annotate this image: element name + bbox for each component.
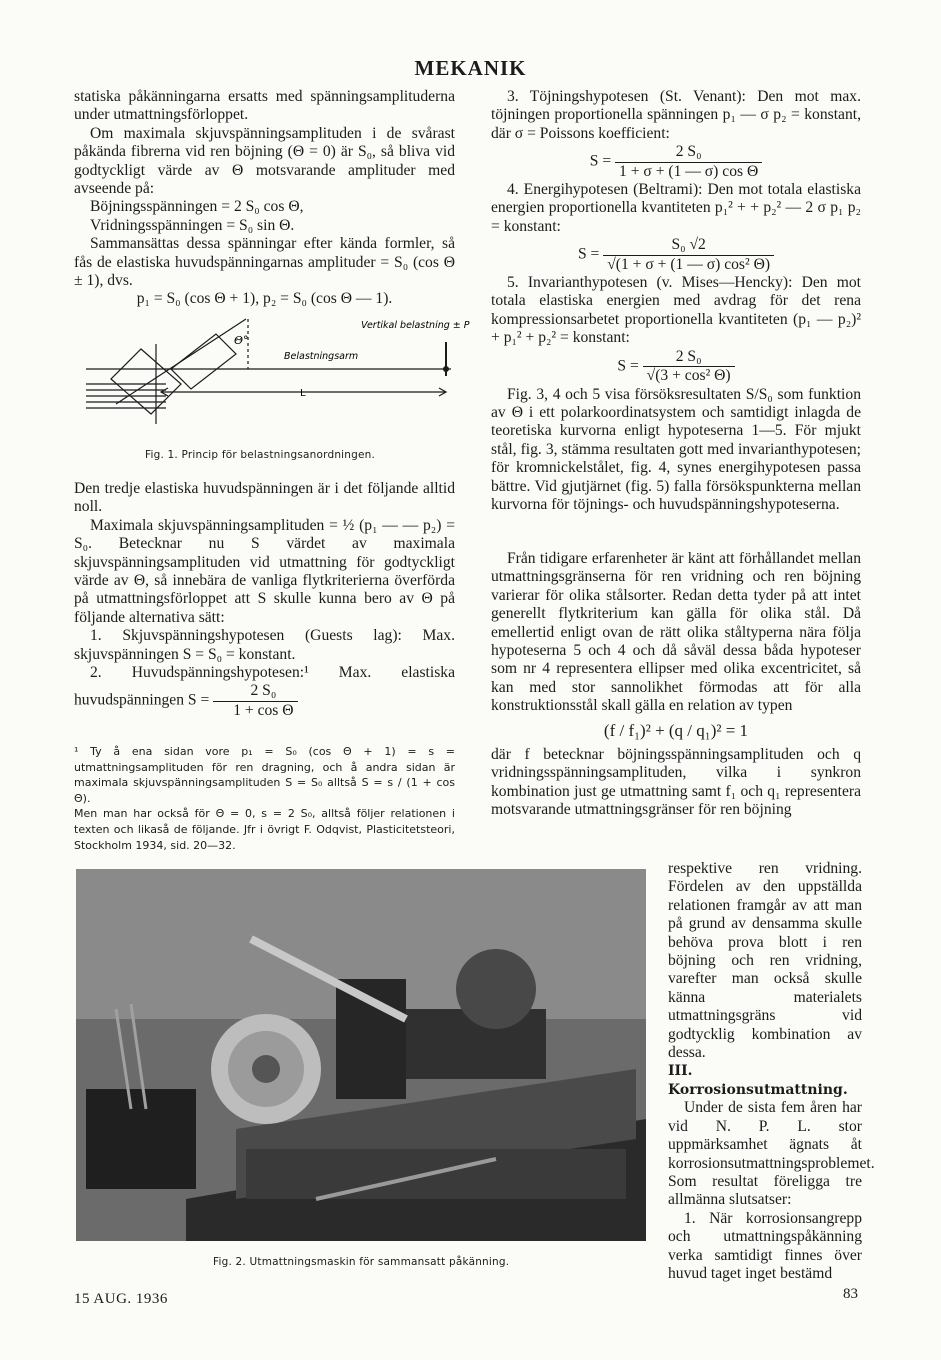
fraction-numerator: S₀ √2 xyxy=(603,236,774,255)
right-column-continued xyxy=(491,550,861,820)
formula-fraction xyxy=(615,143,762,181)
formula-principal-stresses: p₁ = S₀ (cos Θ + 1), p₂ = S₀ (cos Θ — 1). xyxy=(136,290,393,308)
formula-invariant: S = $\frac{\text{2 S₀}}{\text{√(3 + cos² Θ)}}$ xyxy=(491,348,861,386)
formula-ellipse: (f / f₁)² + (q / q₁)² = 1 xyxy=(603,720,749,740)
formula-fraction xyxy=(643,348,735,386)
footnote-text: Men man har också för Θ = 0, s = 2 S₀, alltså följer relationen i texten och likaså de följande. Jfr i övrigt F. Odqvist, Plasticitetsteori, Stockholm 1934, sid. 20—32. xyxy=(74,807,455,852)
paragraph: 1. När korrosionsangrepp och utmattningspåkänning verka samtidigt finnes över huvud taget inget bestämd xyxy=(668,1209,862,1282)
fraction-numerator: 2 S₀ xyxy=(615,143,762,162)
formula-fraction xyxy=(603,236,774,274)
formula-energy: S = $\frac{\text{S₀ √2}}{\text{√(1 + σ + (1 — σ) cos² Θ)}}$ xyxy=(491,236,861,274)
page-header: MEKANIK xyxy=(414,56,527,80)
paragraph: Från tidigare erfarenheter är känt att förhållandet mellan utmattningsgränserna för ren vridning och ren böjning varierar för olika stålsorter. Redan detta tyder på att intet generellt flytkriterium kan gälla för olika stål. Då emellertid enligt ovan de rätt olika ståltyperna nära följa hypoteserna 5 och 4 och då såväl dessa båda hypoteser som nr 4 representera ellipser med olika excentricitet, så kan med stor sannolikhet förmodas att för alla konstruktionsstål skall gälla en relation av typen xyxy=(491,550,861,715)
footnote xyxy=(74,744,455,853)
paragraph: respektive ren vridning. Fördelen av den uppställda relationen framgår av att man på grund av densamma skulle behöva prova blott i ren böjning och ren vridning, varefter man också skulle känna materialets utmattningsgräns vid godtycklig kombination av dessa. xyxy=(668,860,862,1062)
load-point xyxy=(443,366,449,372)
section-heading: III. Korrosionsutmattning. xyxy=(668,1063,848,1098)
formula-bending: Böjningsspänningen = 2 S₀ cos Θ, xyxy=(90,198,304,216)
paragraph: där f betecknar böjningsspänningsamplituden och q vridningsspänningsamplituden, vilka i synkron kombination just ge utmattning samt f₁ och q₁ representera motsvarande utmattningsgränser för ren böjning xyxy=(491,746,861,819)
label-theta: Θ° xyxy=(234,334,249,347)
narrow-column xyxy=(668,860,875,1283)
hypothesis-2-text: 2. Huvudspänningshypotesen:¹ Max. elastiska huvudspänningen S = xyxy=(74,664,455,709)
specimen-block xyxy=(111,349,181,414)
formula-torsion: Vridningsspänningen = S₀ sin Θ. xyxy=(90,216,295,234)
fraction-numerator: 2 S₀ xyxy=(643,348,735,367)
fraction-denominator: 1 + σ + (1 — σ) cos Θ xyxy=(619,162,759,180)
fraction-denominator: √(1 + σ + (1 — σ) cos² Θ) xyxy=(607,255,771,273)
label-vertical-load: Vertikal belastning ± P xyxy=(361,320,470,331)
figure-1-caption: Fig. 1. Princip för belastningsanordningen. xyxy=(145,449,376,461)
hypothesis-3: 3. Töjningshypotesen (St. Venant): Den mot max. töjningen proportionella spänningen p₁ — σ p₂ = konstant, där σ = Poissons koefficient: xyxy=(491,88,861,142)
label-loading-arm: Belastningsarm xyxy=(284,351,359,362)
figure-2-caption: Fig. 2. Utmattningsmaskin för sammansatt påkänning. xyxy=(213,1256,510,1268)
footer-date: 15 AUG. 1936 xyxy=(74,1291,168,1307)
paragraph: Under de sista fem åren har vid N. P. L. stor uppmärksamhet ägnats åt korrosionsutmattningsproblemet. Som resultat föreligga tre allmänna slutsatser: xyxy=(668,1099,875,1209)
paragraph: statiska påkänningarna ersatts med spänningsamplituderna under utmattningsförloppet. xyxy=(74,88,455,124)
left-column xyxy=(74,88,455,309)
footnote-text: ¹ Ty å ena sidan vore p₁ = S₀ (cos Θ + 1) = s = utmattningsamplituden för ren dragning, och å andra sidan är maximala skjuvspänningsamplituden S = S₀ alltså S = s / (1 + cos Θ). xyxy=(74,745,455,805)
hypothesis-1: 1. Skjuvspänningshypotesen (Guests lag): Max. skjuvspänningen S = S₀ = konstant. xyxy=(74,627,455,663)
label-length: L xyxy=(300,388,306,399)
page-number: 83 xyxy=(843,1286,858,1302)
hypothesis-4: 4. Energihypotesen (Beltrami): Den mot totala elastiska energien proportionella kvantiteten p₁² + + p₂² — 2 σ p₁ p₂ = konstant: xyxy=(491,181,861,235)
formula-fraction xyxy=(213,682,297,720)
formula-strain: S = $\frac{\text{2 S₀}}{\text{1 + σ + (1 — σ) cos Θ}}$ xyxy=(491,143,861,181)
hypothesis-2 xyxy=(74,664,455,720)
paragraph: Sammansättas dessa spänningar efter kända formler, så fås de elastiska huvudspänningarnas amplituder = S₀ (cos Θ ± 1), dvs. xyxy=(74,235,455,290)
hypothesis-5: 5. Invarianthypotesen (v. Mises—Hencky): Den mot totala elastiska energien med avdrag för det rena kompressionsarbetet proportionella kvantiteten (p₁ — p₂)² + p₁² + p₂² = konstant: xyxy=(491,274,861,347)
figure-1-diagram xyxy=(56,314,470,424)
right-column xyxy=(491,88,861,514)
paragraph: Den tredje elastiska huvudspänningen är i det följande alltid noll. xyxy=(74,480,455,516)
paragraph: Maximala skjuvspänningsamplituden = ½ (p₁ — — p₂) = S₀. Betecknar nu S värdet av maximala skjuvspänningsamplituden vid utmattning för godtyckligt värde av Θ, så innebära de vanliga flytkriterierna överförda på utmattningsförloppet att S skulle kunna bero av Θ på följande alternativa sätt: xyxy=(74,516,455,626)
fraction-numerator: 2 S₀ xyxy=(213,682,297,701)
fraction-denominator: 1 + cos Θ xyxy=(233,701,294,719)
figure-2-photo xyxy=(76,869,646,1241)
paragraph: Om maximala skjuvspänningsamplituden i de svårast påkända fibrerna vid ren böjning (Θ = 0) är S₀, så bliva vid godtyckligt värde av Θ motsvarande amplituder med avseende på: xyxy=(74,124,455,198)
fraction-denominator: √(3 + cos² Θ) xyxy=(646,367,731,385)
left-column-continued xyxy=(74,480,455,720)
paragraph: Fig. 3, 4 och 5 visa försöksresultaten S/S₀ som funktion av Θ i ett polarkoordinatsystem och samtidigt inlagda de teoretiska kurvorna enligt hypoteserna 1—5. För mjukt stål, fig. 3, stämma resultaten gott med invarianthypotesen; för kromnickelstålet, fig. 4, synes energihypotesen passa bättre. Vid gjutjärnet (fig. 5) falla försökspunkterna mellan kurvorna för töjnings- och huvudspänningshypoteserna. xyxy=(491,385,861,513)
